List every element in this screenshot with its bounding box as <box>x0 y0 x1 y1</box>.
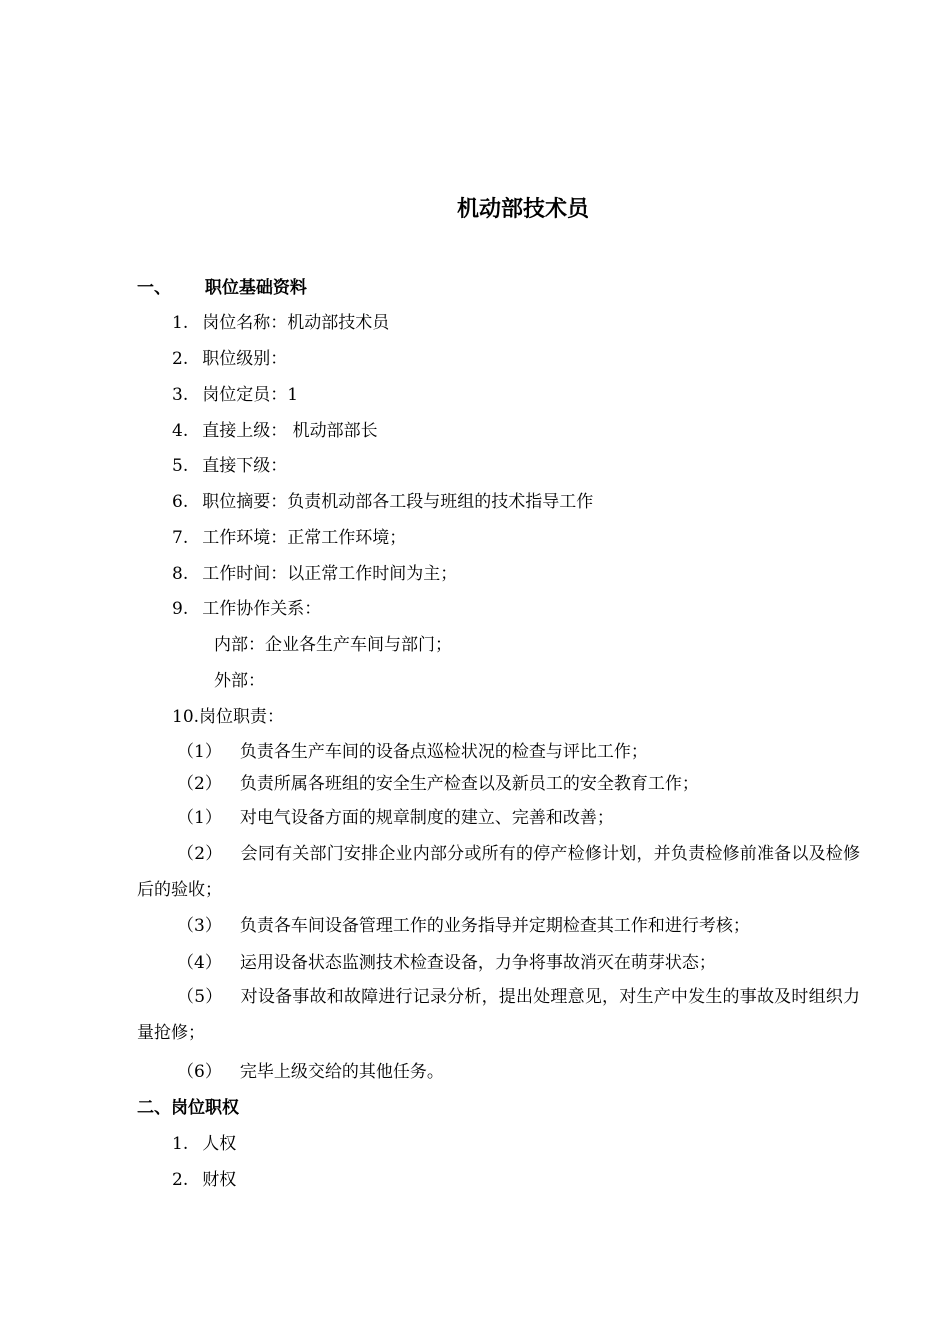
section-label: 职位基础资料 <box>204 278 307 298</box>
section-marker: 一、 <box>137 278 171 298</box>
list-item: 2. 财权 <box>172 1170 237 1190</box>
page-title: 机动部技术员 <box>456 197 589 222</box>
list-item: 8. 工作时间：以正常工作时间为主； <box>172 564 458 584</box>
duty-item: （1） 对电气设备方面的规章制度的建立、完善和改善； <box>177 808 614 828</box>
duty-item-wrapped: （2） 会同有关部门安排企业内部分或所有的停产检修计划，并负责检修前准备以及检修后的验收； <box>137 844 860 900</box>
duty-item-wrapped: （5） 对设备事故和故障进行记录分析，提出处理意见，对生产中发生的事故及时组织力量抢修； <box>137 987 860 1043</box>
list-item: 2. 职位级别： <box>172 349 288 369</box>
section-heading-2: 二、岗位职权 <box>137 1098 239 1118</box>
list-item: 1. 岗位名称：机动部技术员 <box>172 313 390 333</box>
list-item: 10.岗位职责： <box>172 707 285 727</box>
relation-external: 外部： <box>214 671 265 691</box>
list-item: 6. 职位摘要：负责机动部各工段与班组的技术指导工作 <box>172 492 594 512</box>
list-item: 3. 岗位定员：1 <box>172 385 299 405</box>
duty-item: （3） 负责各车间设备管理工作的业务指导并定期检查其工作和进行考核； <box>177 916 750 936</box>
list-item: 1. 人权 <box>172 1134 237 1154</box>
list-item: 4. 直接上级： 机动部部长 <box>172 421 378 441</box>
duty-item: （4） 运用设备状态监测技术检查设备，力争将事故消灭在萌芽状态； <box>177 953 716 973</box>
duty-item: （6） 完毕上级交给的其他任务。 <box>177 1062 444 1082</box>
relation-internal: 内部：企业各生产车间与部门； <box>214 635 452 655</box>
list-item: 7. 工作环境：正常工作环境； <box>172 528 407 548</box>
list-item: 9. 工作协作关系： <box>172 599 322 619</box>
section-heading-1 <box>137 276 307 300</box>
list-item: 5. 直接下级： <box>172 456 288 476</box>
duty-item: （2） 负责所属各班组的安全生产检查以及新员工的安全教育工作； <box>177 774 699 794</box>
duty-item: （1） 负责各生产车间的设备点巡检状况的检查与评比工作； <box>177 742 648 762</box>
